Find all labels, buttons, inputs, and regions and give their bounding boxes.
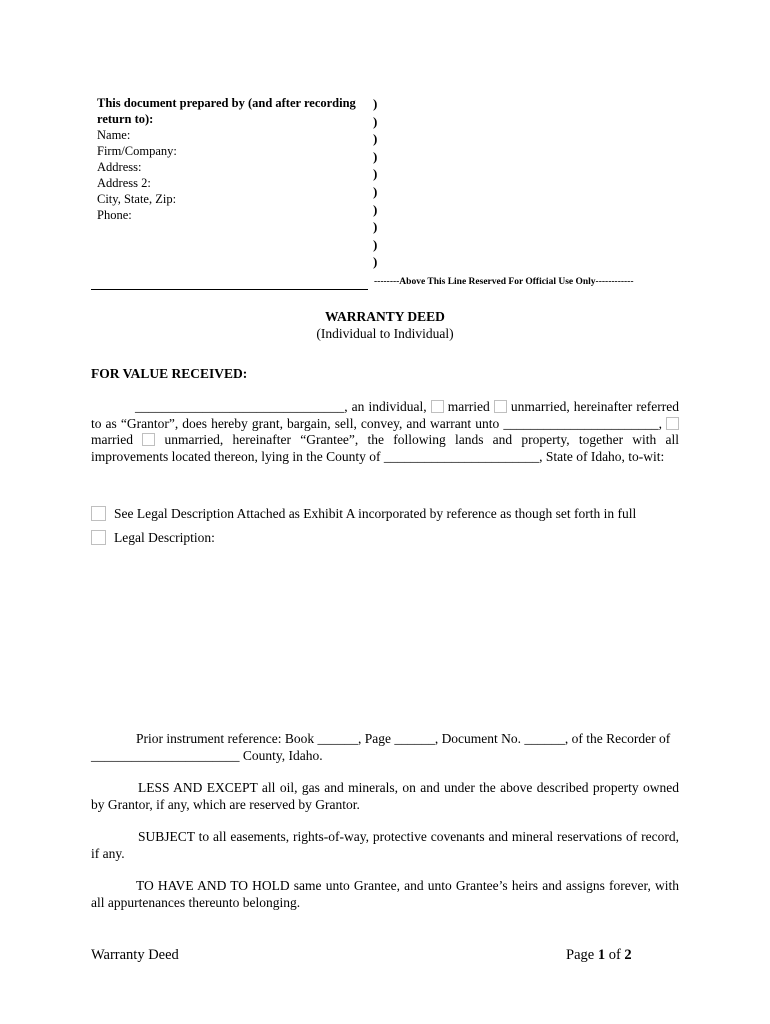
paren: ) bbox=[373, 96, 378, 111]
for-value-heading: FOR VALUE RECEIVED: bbox=[91, 366, 248, 381]
paren: ) bbox=[373, 148, 378, 164]
legal-description-checkbox[interactable] bbox=[91, 530, 106, 545]
exhibit-label: See Legal Description Attached as Exhibit A incorporated by reference as though set forth in full bbox=[114, 506, 637, 521]
field-firm: Firm/Company: bbox=[97, 144, 177, 158]
paren: ) bbox=[373, 236, 378, 252]
grantee-married-label: married bbox=[91, 432, 133, 447]
less-and-except-paragraph: LESS AND EXCEPT all oil, gas and minerals, on and under the above described property owned by Grantor, if any, which are reserved by Grantor. bbox=[91, 780, 679, 812]
paren: ) bbox=[373, 201, 378, 217]
grantee-married-checkbox[interactable] bbox=[666, 417, 679, 430]
page-current: 1 bbox=[597, 947, 606, 963]
field-phone: Phone: bbox=[97, 208, 132, 222]
grantor-text: , an individual, bbox=[344, 399, 427, 414]
subject-to-paragraph: SUBJECT to all easements, rights-of-way, protective covenants and mineral reservations of record, if any. bbox=[91, 829, 679, 861]
grantor-unmarried-text: unmarried, hereinafter referred to as “Grantor”, does hereby grant, bargain, sell, convey, and warrant unto bbox=[91, 399, 679, 431]
page-total: 2 bbox=[624, 947, 632, 963]
page-number bbox=[566, 947, 632, 964]
field-city-state-zip: City, State, Zip: bbox=[97, 192, 177, 206]
legal-description-option bbox=[91, 530, 215, 546]
document-title: WARRANTY DEED bbox=[325, 309, 445, 324]
recording-divider bbox=[91, 289, 368, 290]
prepared-by-heading: This document prepared by (and after recording bbox=[97, 96, 356, 110]
footer-document-name: Warranty Deed bbox=[91, 947, 179, 963]
field-address2: Address 2: bbox=[97, 176, 151, 190]
paren: ) bbox=[373, 254, 378, 270]
exhibit-option bbox=[91, 506, 636, 522]
prior-ref-line2: ______________________ County, Idaho. bbox=[91, 747, 323, 763]
field-address: Address: bbox=[97, 160, 142, 174]
prior-ref-line1: Prior instrument reference: Book ______, Page ______, Document No. ______, of the Recorder of bbox=[136, 731, 671, 746]
official-use-line: --------Above This Line Reserved For Official Use Only------------ bbox=[374, 277, 634, 287]
exhibit-checkbox[interactable] bbox=[91, 506, 106, 521]
grantor-unmarried-checkbox[interactable] bbox=[494, 400, 507, 413]
page-of: of bbox=[608, 947, 621, 963]
prior-instrument-reference bbox=[91, 731, 679, 764]
grantor-name-blank: _______________________________ bbox=[135, 399, 345, 414]
grantee-unmarried-checkbox[interactable] bbox=[142, 433, 155, 446]
to-have-paragraph: TO HAVE AND TO HOLD same unto Grantee, and unto Grantee’s heirs and assigns forever, with all appurtenances thereunto belonging. bbox=[91, 878, 679, 910]
grantee-unmarried-text: unmarried, hereinafter “Grantee”, the following lands and property, together with all improvements located thereon, lying in the County of bbox=[91, 432, 680, 464]
paren-column bbox=[373, 95, 377, 271]
paren: ) bbox=[373, 166, 378, 182]
field-name: Name: bbox=[97, 128, 131, 142]
prepared-by-heading-cont: return to): bbox=[97, 112, 154, 126]
prepared-by-block bbox=[97, 95, 367, 223]
grantee-name-blank: _______________________ bbox=[503, 415, 659, 431]
county-blank: _______________________ bbox=[383, 448, 540, 464]
grantor-paragraph: _______________________________, an individual, married unmarried, hereinafter referred to as “Grantor”, does hereby grant, bargain, sell, convey, and warrant unto _______________________, married unmarried, hereinafter “Grantee”, the following lands and property, together with all improvements located thereon, lying in the County of _______________________, State of Idaho, to-wit: bbox=[91, 399, 680, 464]
grantor-married-label: married bbox=[447, 399, 490, 414]
document-subtitle: (Individual to Individual) bbox=[316, 326, 454, 341]
legal-description-label: Legal Description: bbox=[114, 530, 215, 545]
paren: ) bbox=[373, 113, 378, 129]
page-prefix: Page bbox=[566, 947, 595, 963]
grantor-married-checkbox[interactable] bbox=[431, 400, 444, 413]
paren: ) bbox=[373, 131, 378, 147]
state-text: , State of Idaho, to-wit: bbox=[539, 448, 665, 464]
paren: ) bbox=[373, 219, 378, 235]
paren: ) bbox=[373, 183, 378, 199]
